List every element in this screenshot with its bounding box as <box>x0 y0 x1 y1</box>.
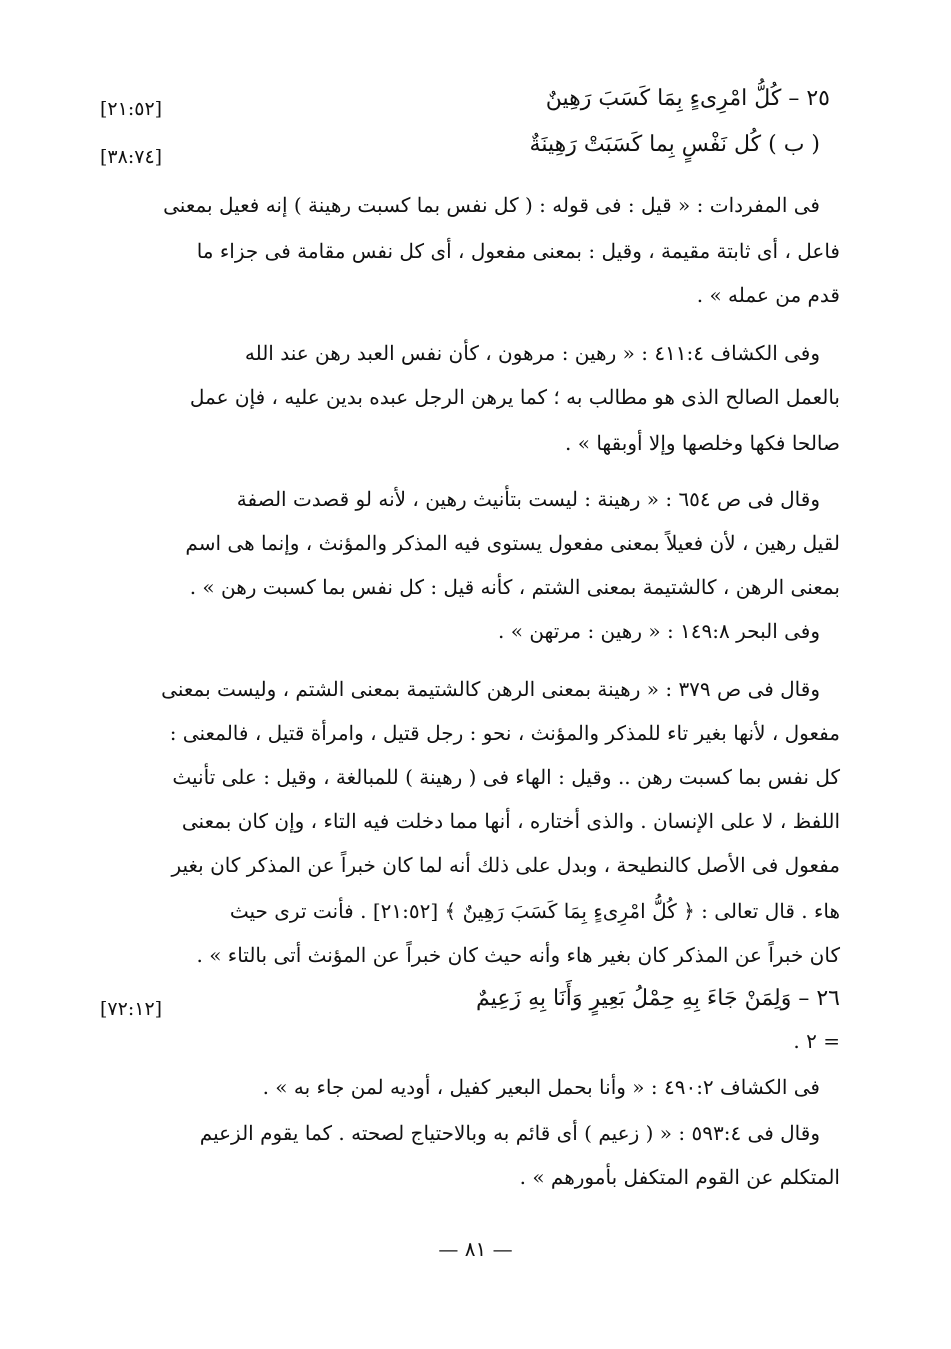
verse-25-reference-2: [٣٨:٧٤] <box>100 146 163 168</box>
paragraph-4-line-7: كان خبراً عن المذكر كان بغير هاء وأنه حيث كان خبراً عن المؤنث أتى بالتاء » . <box>196 943 840 967</box>
verse-26-line-1: ٢٦ – وَلِمَنْ جَاءَ بِهِ حِمْلُ بَعِيرٍ وَأَنَا بِهِ زَعِيمٌ <box>476 986 840 1011</box>
paragraph-5-line-1: فى الكشاف ٤٩٠:٢ : « وأنا بحمل البعير كفيل ، أوديه لمن جاء به » . <box>262 1075 820 1099</box>
verse-25-line-2: ( ب ) كُل نَفْسٍ بِما كَسَبَتْ رَهِينَةٌ <box>529 132 820 157</box>
paragraph-1-line-3: قدم من عمله » . <box>696 283 840 307</box>
paragraph-4-line-6: هاء . قال تعالى : ﴿ كُلُّ امْرِىءٍ بِمَا كَسَبَ رَهِينٌ ﴾ [٢١:٥٢] . فأنت ترى حيث <box>229 899 840 923</box>
paragraph-4-line-3: كل نفس بما كسبت رهن .. وقيل : الهاء فى ( رهينة ) للمبالغة ، وقيل : على تأنيث <box>172 765 840 789</box>
paragraph-2-line-1: وفى الكشاف ٤١١:٤ : « رهين : مرهون ، كأن نفس العبد رهن عند الله <box>244 341 820 365</box>
paragraph-4-line-5: مفعول فى الأصل كالنطيحة ، وبدل على ذلك أنه لما كان خبراً عن المذكر كان بغير <box>171 853 840 877</box>
paragraph-1-line-1: فى المفردات : « قيل : فى قوله : ( كل نفس بما كسبت رهينة ) إنه فعيل بمعنى <box>163 193 820 217</box>
paragraph-1-line-2: فاعل ، أى ثابتة مقيمة ، وقيل : بمعنى مفعول ، أى كل نفس مقامة فى جزاء ما <box>196 239 840 263</box>
paragraph-4-line-4: اللفظ ، لا على الإنسان . والذى أختاره ، أنها مما دخلت فيه التاء ، وإن كان بمعنى <box>181 809 840 833</box>
verse-25-reference-1: [٢١:٥٢] <box>100 98 163 120</box>
paragraph-3-line-1: وقال فى ص ٦٥٤ : « رهينة : ليست بتأنيث رهين ، لأنه لو قصدت الصفة <box>236 487 820 511</box>
paragraph-3-line-2: لقيل رهين ، لأن فعيلاً بمعنى مفعول يستوى فيه المذكر والمؤنث ، وإنما هى اسم <box>185 531 840 555</box>
paragraph-2-line-2: بالعمل الصالح الذى هو مطالب به ؛ كما يرهن الرجل عبده بدين عليه ، فإن عمل <box>189 385 840 409</box>
verse-25-line-1: ٢٥ – كُلُّ امْرِىءٍ بِمَا كَسَبَ رَهِينٌ <box>545 86 830 111</box>
paragraph-4-line-2: مفعول ، لأنها بغير تاء للمذكر والمؤنث ، نحو : رجل قتيل ، وامرأة قتيل ، فالمعنى : <box>169 721 840 745</box>
verse-26-reference: [٧٢:١٢] <box>100 998 163 1020</box>
verse-26-line-2: = ٢ . <box>793 1029 840 1053</box>
paragraph-3-line-4: وفى البحر ١٤٩:٨ : « رهين : مرتهن » . <box>498 619 820 643</box>
paragraph-4-line-1: وقال فى ص ٣٧٩ : « رهينة بمعنى الرهن كالشتيمة بمعنى الشتم ، وليست بمعنى <box>161 677 820 701</box>
paragraph-5-line-2: وقال فى ٥٩٣:٤ : « ( زعيم ) أى قائم به وبالاحتياج لصحته . كما يقوم الزعيم <box>199 1121 820 1145</box>
paragraph-3-line-3: بمعنى الرهن ، كالشتيمة بمعنى الشتم ، كأنه قيل : كل نفس بما كسبت رهن » . <box>189 575 840 599</box>
paragraph-5-line-3: المتكلم عن القوم المتكفل بأمورهم » . <box>519 1165 840 1189</box>
paragraph-2-line-3: صالحا فكها وخلصها وإلا أوبقها » . <box>565 431 840 455</box>
page-number: — ٨١ — <box>438 1237 513 1261</box>
